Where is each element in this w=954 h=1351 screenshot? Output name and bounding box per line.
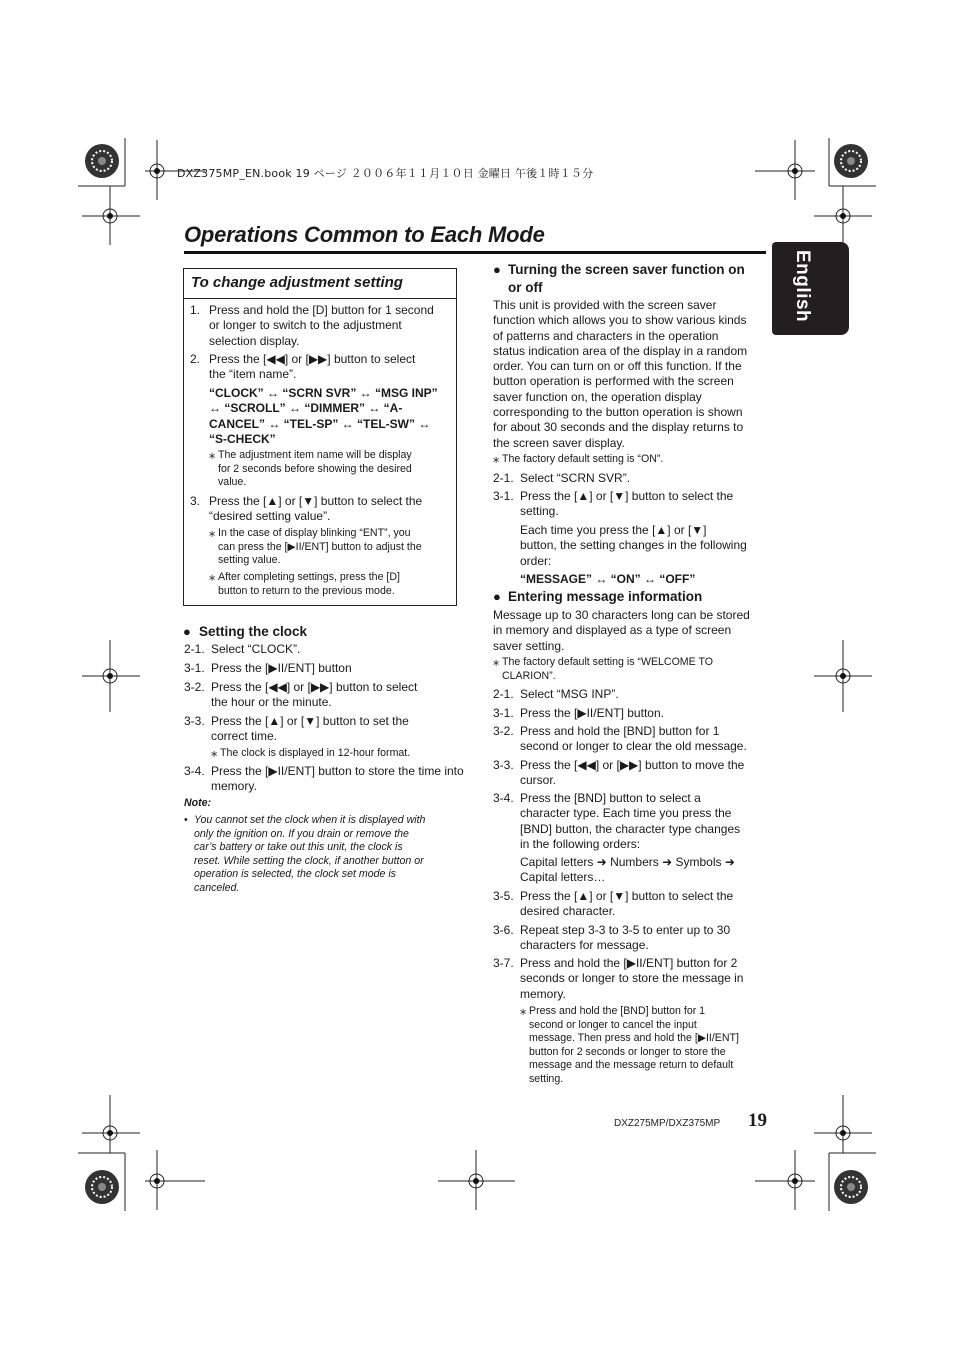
heading-line: or off bbox=[508, 279, 543, 295]
saver-sequence: “MESSAGE” ↔ “ON” ↔ “OFF” bbox=[520, 572, 696, 586]
body-line: the screen saver display. bbox=[493, 435, 625, 450]
step-line: in the following orders: bbox=[520, 836, 641, 851]
step-number: 1. bbox=[190, 303, 201, 317]
note-line: message. Then press and hold the [▶II/ENT] bbox=[529, 1032, 739, 1045]
step-number: 3-7. bbox=[493, 956, 514, 970]
body-line: status indication area of the display in a random bbox=[493, 343, 748, 358]
step-line: second or longer to clear the old message. bbox=[520, 739, 747, 754]
clock-note: The clock is displayed in 12-hour format. bbox=[220, 747, 411, 759]
step-line: characters for message. bbox=[520, 938, 649, 953]
item-name-sequence bbox=[209, 386, 438, 447]
box-title-bar bbox=[184, 269, 456, 299]
clock-step-2: Press the [▶II/ENT] button bbox=[211, 661, 352, 675]
step-number: 3-4. bbox=[493, 791, 514, 805]
body-line: saver setting. bbox=[493, 638, 565, 653]
sequence-line: CANCEL” ↔ “TEL-SP” ↔ “TEL-SW” ↔ bbox=[209, 416, 431, 431]
message-step-3 bbox=[520, 724, 747, 755]
clock-step-1: Select “CLOCK”. bbox=[211, 642, 301, 656]
message-step-6 bbox=[520, 889, 733, 920]
step-line: the “item name”. bbox=[209, 367, 297, 382]
step-number: 3-3. bbox=[184, 714, 205, 728]
message-body bbox=[493, 608, 750, 654]
step-line: Press the [▲] or [▼] button to set the bbox=[211, 714, 409, 728]
step-line: button, the setting changes in the following bbox=[520, 538, 747, 553]
step-line: Press the [BND] button to select a bbox=[520, 791, 701, 805]
sequence-line: Capital letters… bbox=[520, 870, 606, 885]
sequence-line: “S-CHECK” bbox=[209, 431, 276, 446]
note-line: canceled. bbox=[194, 881, 240, 894]
step-number: 3-2. bbox=[493, 724, 514, 738]
note-line: setting value. bbox=[218, 554, 281, 567]
step-line: “desired setting value”. bbox=[209, 509, 331, 524]
step-line: setting. bbox=[520, 504, 559, 519]
clock-step-3 bbox=[211, 680, 417, 711]
step-line: Press the [▲] or [▼] button to select the bbox=[520, 489, 734, 503]
page-number: 19 bbox=[748, 1110, 767, 1131]
note-line: can press the [▶II/ENT] button to adjust the bbox=[218, 540, 422, 553]
message-default-note bbox=[502, 656, 713, 683]
step-number: 3-5. bbox=[493, 889, 514, 903]
note-line: Press and hold the [BND] button for 1 bbox=[529, 1005, 706, 1017]
step-line: seconds or longer to store the message in bbox=[520, 971, 744, 986]
note-bullet: • bbox=[184, 814, 188, 826]
screen-saver-default-note: The factory default setting is “ON”. bbox=[502, 453, 664, 465]
bullet-icon: ● bbox=[493, 589, 501, 604]
step-number: 3-4. bbox=[184, 764, 205, 778]
step-line: memory. bbox=[211, 779, 257, 794]
step-1-text bbox=[209, 303, 434, 349]
message-step-8 bbox=[520, 956, 743, 1002]
bullet-icon: ● bbox=[183, 624, 191, 639]
message-step-7 bbox=[520, 923, 730, 954]
box-title: To change adjustment setting bbox=[191, 274, 403, 291]
step-number: 2-1. bbox=[184, 642, 205, 656]
step-line: memory. bbox=[520, 986, 566, 1001]
note-line: operation is selected, the clock set mode is bbox=[194, 868, 396, 881]
clock-heading: Setting the clock bbox=[199, 624, 308, 639]
asterisk-icon: ∗ bbox=[208, 451, 217, 462]
body-line: in memory and displayed as a type of screen bbox=[493, 623, 732, 638]
asterisk-icon: ∗ bbox=[208, 529, 217, 540]
step-line: Press and hold the [BND] button for 1 bbox=[520, 724, 720, 738]
saver-step-2-detail bbox=[520, 523, 747, 569]
body-line: function which allows you to show various kinds bbox=[493, 313, 747, 328]
step-line: character type. Each time you press the bbox=[520, 806, 732, 821]
note-line: for 2 seconds before showing the desired bbox=[218, 462, 412, 475]
step-number: 3. bbox=[190, 494, 201, 508]
note-line: message and the message return to default bbox=[529, 1059, 734, 1072]
step-number: 2-1. bbox=[493, 687, 514, 701]
step-line: Press the [▲] or [▼] button to select the bbox=[520, 889, 734, 903]
clock-step-4 bbox=[211, 714, 409, 745]
message-step-4 bbox=[520, 758, 744, 789]
step-number: 3-1. bbox=[493, 706, 514, 720]
step-number: 2-1. bbox=[493, 471, 514, 485]
sequence-line: ↔ “SCROLL” ↔ “DIMMER” ↔ “A- bbox=[209, 401, 403, 416]
step-line: Press the [◀◀] or [▶▶] button to select bbox=[211, 680, 418, 694]
step-2-note bbox=[218, 449, 412, 490]
step-number: 3-6. bbox=[493, 923, 514, 937]
book-header-line: DXZ375MP_EN.book 19 ページ ２００６年１１月１０日 金曜日 午後１時１５分 bbox=[177, 167, 594, 180]
step-line: Each time you press the [▲] or [▼] bbox=[520, 523, 707, 537]
asterisk-icon: ∗ bbox=[519, 1007, 528, 1018]
sequence-line: “CLOCK” ↔ “SCRN SVR” ↔ “MSG INP” bbox=[209, 386, 438, 400]
step-line: order: bbox=[520, 553, 552, 568]
step-line: desired character. bbox=[520, 904, 616, 919]
body-line: Message up to 30 characters long can be stored bbox=[493, 608, 750, 622]
page-title: Operations Common to Each Mode bbox=[184, 222, 766, 254]
model-number: DXZ275MP/DXZ375MP bbox=[614, 1118, 721, 1129]
note-line: You cannot set the clock when it is displayed with bbox=[194, 814, 426, 826]
step-line: correct time. bbox=[211, 729, 278, 744]
note-label: Note: bbox=[184, 797, 212, 809]
step-number: 3-1. bbox=[184, 661, 205, 675]
saver-step-2 bbox=[520, 489, 733, 520]
note-line: value. bbox=[218, 476, 247, 489]
step-line: Press and hold the [D] button for 1 second bbox=[209, 303, 434, 317]
note-line: The adjustment item name will be display bbox=[218, 449, 412, 461]
note-line: In the case of display blinking “ENT”, you bbox=[218, 527, 411, 539]
asterisk-icon: ∗ bbox=[208, 573, 217, 584]
step-line: cursor. bbox=[520, 773, 557, 788]
bullet-icon: ● bbox=[493, 262, 501, 277]
heading-line: Turning the screen saver function on bbox=[508, 262, 745, 277]
note-line: button to return to the previous mode. bbox=[218, 584, 395, 597]
step-number: 2. bbox=[190, 352, 201, 366]
note-line: The factory default setting is “WELCOME TO bbox=[502, 656, 713, 668]
asterisk-icon: ∗ bbox=[210, 749, 219, 760]
step-3-note-1 bbox=[218, 527, 422, 568]
step-line: [BND] button, the character type changes bbox=[520, 821, 741, 836]
asterisk-icon: ∗ bbox=[492, 658, 501, 669]
body-line: This unit is provided with the screen saver bbox=[493, 298, 717, 312]
screen-saver-heading bbox=[508, 261, 745, 296]
step-2-text bbox=[209, 352, 415, 383]
note-line: After completing settings, press the [D] bbox=[218, 571, 400, 583]
message-step-8-note bbox=[529, 1005, 739, 1087]
language-tab-label: English bbox=[792, 250, 813, 323]
step-line: the hour or the minute. bbox=[211, 695, 332, 710]
message-heading: Entering message information bbox=[508, 589, 703, 604]
note-line: second or longer to cancel the input bbox=[529, 1018, 697, 1031]
body-line: button operation is performed with the screen bbox=[493, 374, 734, 389]
step-line: Press the [▲] or [▼] button to select the bbox=[209, 494, 423, 508]
message-step-2: Press the [▶II/ENT] button. bbox=[520, 706, 664, 720]
step-line: selection display. bbox=[209, 333, 300, 348]
step-line: Press and hold the [▶II/ENT] button for 2 bbox=[520, 956, 738, 970]
body-line: of patterns and characters in the operation bbox=[493, 328, 719, 343]
body-line: for about 30 seconds and the display returns to bbox=[493, 420, 744, 435]
step-number: 3-1. bbox=[493, 489, 514, 503]
note-line: setting. bbox=[529, 1072, 564, 1085]
step-line: Press the [◀◀] or [▶▶] button to select bbox=[209, 352, 416, 366]
body-line: saver function on, the operation display bbox=[493, 389, 702, 404]
note-line: CLARION”. bbox=[502, 669, 556, 682]
note-line: button for 2 seconds or longer to store the bbox=[529, 1045, 726, 1058]
step-3-text bbox=[209, 494, 422, 525]
note-line: only the ignition on. If you drain or remove the bbox=[194, 827, 409, 840]
asterisk-icon: ∗ bbox=[492, 455, 501, 466]
step-number: 3-2. bbox=[184, 680, 205, 694]
step-line: Repeat step 3-3 to 3-5 to enter up to 30 bbox=[520, 923, 731, 937]
step-line: or longer to switch to the adjustment bbox=[209, 318, 402, 333]
screen-saver-body bbox=[493, 298, 747, 451]
note-line: reset. While setting the clock, if another button or bbox=[194, 854, 424, 867]
message-step-1: Select “MSG INP”. bbox=[520, 687, 619, 701]
step-line: Press the [▶II/ENT] button to store the time into bbox=[211, 764, 464, 778]
body-line: corresponding to the button operation is shown bbox=[493, 405, 743, 420]
clock-note-text bbox=[194, 814, 425, 896]
clock-step-5 bbox=[211, 764, 464, 795]
note-line: car’s battery or take out this unit, the clock is bbox=[194, 841, 403, 854]
step-3-note-2 bbox=[218, 571, 400, 598]
sequence-line: Capital letters ➜ Numbers ➜ Symbols ➜ bbox=[520, 855, 735, 869]
step-line: Press the [◀◀] or [▶▶] button to move the bbox=[520, 758, 745, 772]
character-type-sequence bbox=[520, 855, 735, 886]
message-step-5 bbox=[520, 791, 740, 852]
body-line: order. You can turn on or off this function. If the bbox=[493, 359, 742, 374]
step-number: 3-3. bbox=[493, 758, 514, 772]
saver-step-1: Select “SCRN SVR”. bbox=[520, 471, 631, 485]
